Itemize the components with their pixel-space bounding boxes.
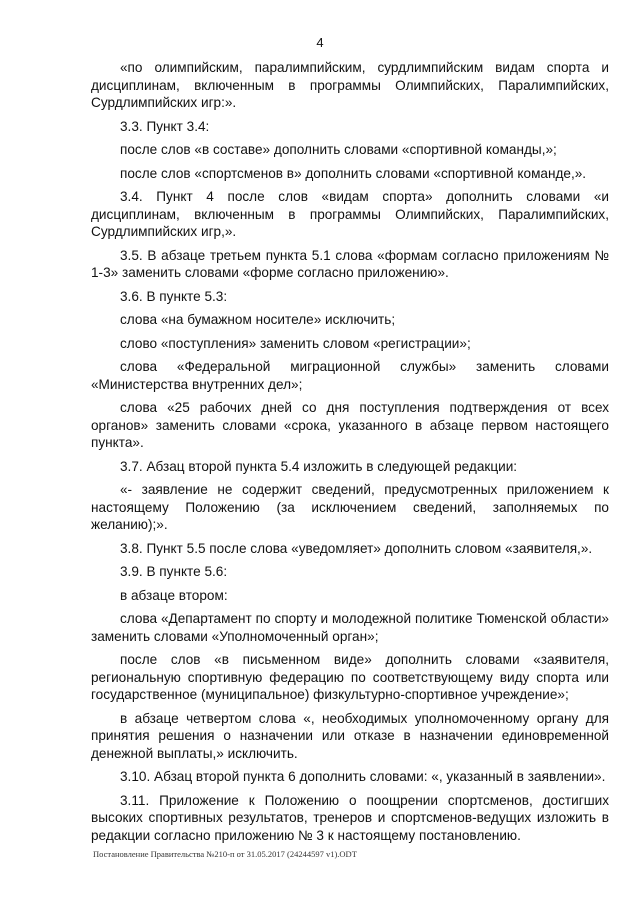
paragraph: после слов «спортсменов в» дополнить словами «спортивной команде,». — [120, 165, 587, 181]
paragraph: после слов «в составе» дополнить словами «спортивной команды,»; — [120, 142, 557, 157]
paragraph: 3.10. Абзац второй пункта 6 дополнить словами: «, указанный в заявлении». — [120, 769, 606, 784]
paragraph: 3.6. В пункте 5.3: — [120, 288, 228, 304]
paragraph: слова «25 рабочих дней со дня поступления подтверждения от всех органов» заменить словами «срока, указанного в абзаце первом настоящего пункта». — [91, 400, 609, 450]
paragraph: слово «поступления» заменить словом «регистрации»; — [120, 335, 471, 351]
paragraph: слова «Федеральной миграционной службы» заменить словами «Министерства внутренних дел»; — [91, 359, 609, 392]
page-number: 4 — [316, 35, 324, 50]
paragraph: «по олимпийским, паралимпийским, сурдлимпийским видам спорта и дисциплинам, включенным в программы Олимпийских, Паралимпийских, Сурдлимпийских игр:». — [91, 60, 609, 110]
paragraph: в абзаце втором: — [120, 587, 228, 603]
paragraph: «- заявление не содержит сведений, предусмотренных приложением к настоящему Положению (за исключением сведений, заполняемых по желанию);». — [91, 482, 609, 532]
paragraph: 3.9. В пункте 5.6: — [120, 564, 228, 579]
paragraph: 3.3. Пункт 3.4: — [120, 118, 210, 134]
paragraph: после слов «в письменном виде» дополнить словами «заявителя, региональную спортивную федерацию по соответствующему виду спорта или государственное (муниципальное) физкультурно-спортивное учреждение»; — [91, 652, 609, 702]
paragraph: 3.5. В абзаце третьем пункта 5.1 слова «формам согласно приложениям № 1-3» заменить словами «форме согласно приложению». — [91, 247, 609, 280]
paragraph: 3.7. Абзац второй пункта 5.4 изложить в следующей редакции: — [120, 458, 518, 474]
paragraph: слова «Департамент по спорту и молодежной политике Тюменской области» заменить словами «Уполномоченный орган»; — [91, 611, 609, 644]
paragraph: 3.8. Пункт 5.5 после слова «уведомляет» дополнить словом «заявителя,». — [120, 540, 593, 556]
paragraph: слова «на бумажном носителе» исключить; — [120, 312, 396, 327]
paragraph: 3.11. Приложение к Положению о поощрении спортсменов, достигших высоких спортивных результатов, тренеров и спортсменов-ведущих изложить в редакции согласно приложению № 3 к настоящему постановлению. — [91, 792, 609, 843]
document-footer: Постановление Правительства №210-п от 31.05.2017 (24244597 v1).ODT — [93, 849, 357, 859]
paragraph: в абзаце четвертом слова «, необходимых уполномоченному органу для принятия решения о назначении или отказе в назначении единовременной денежной выплаты,» исключить. — [91, 710, 609, 761]
document-body — [91, 59, 609, 850]
paragraph: 3.4. Пункт 4 после слов «видам спорта» дополнить словами «и дисциплинам, включенным в программы Олимпийских, Паралимпийских, Сурдлимпийских игр,». — [91, 189, 609, 239]
